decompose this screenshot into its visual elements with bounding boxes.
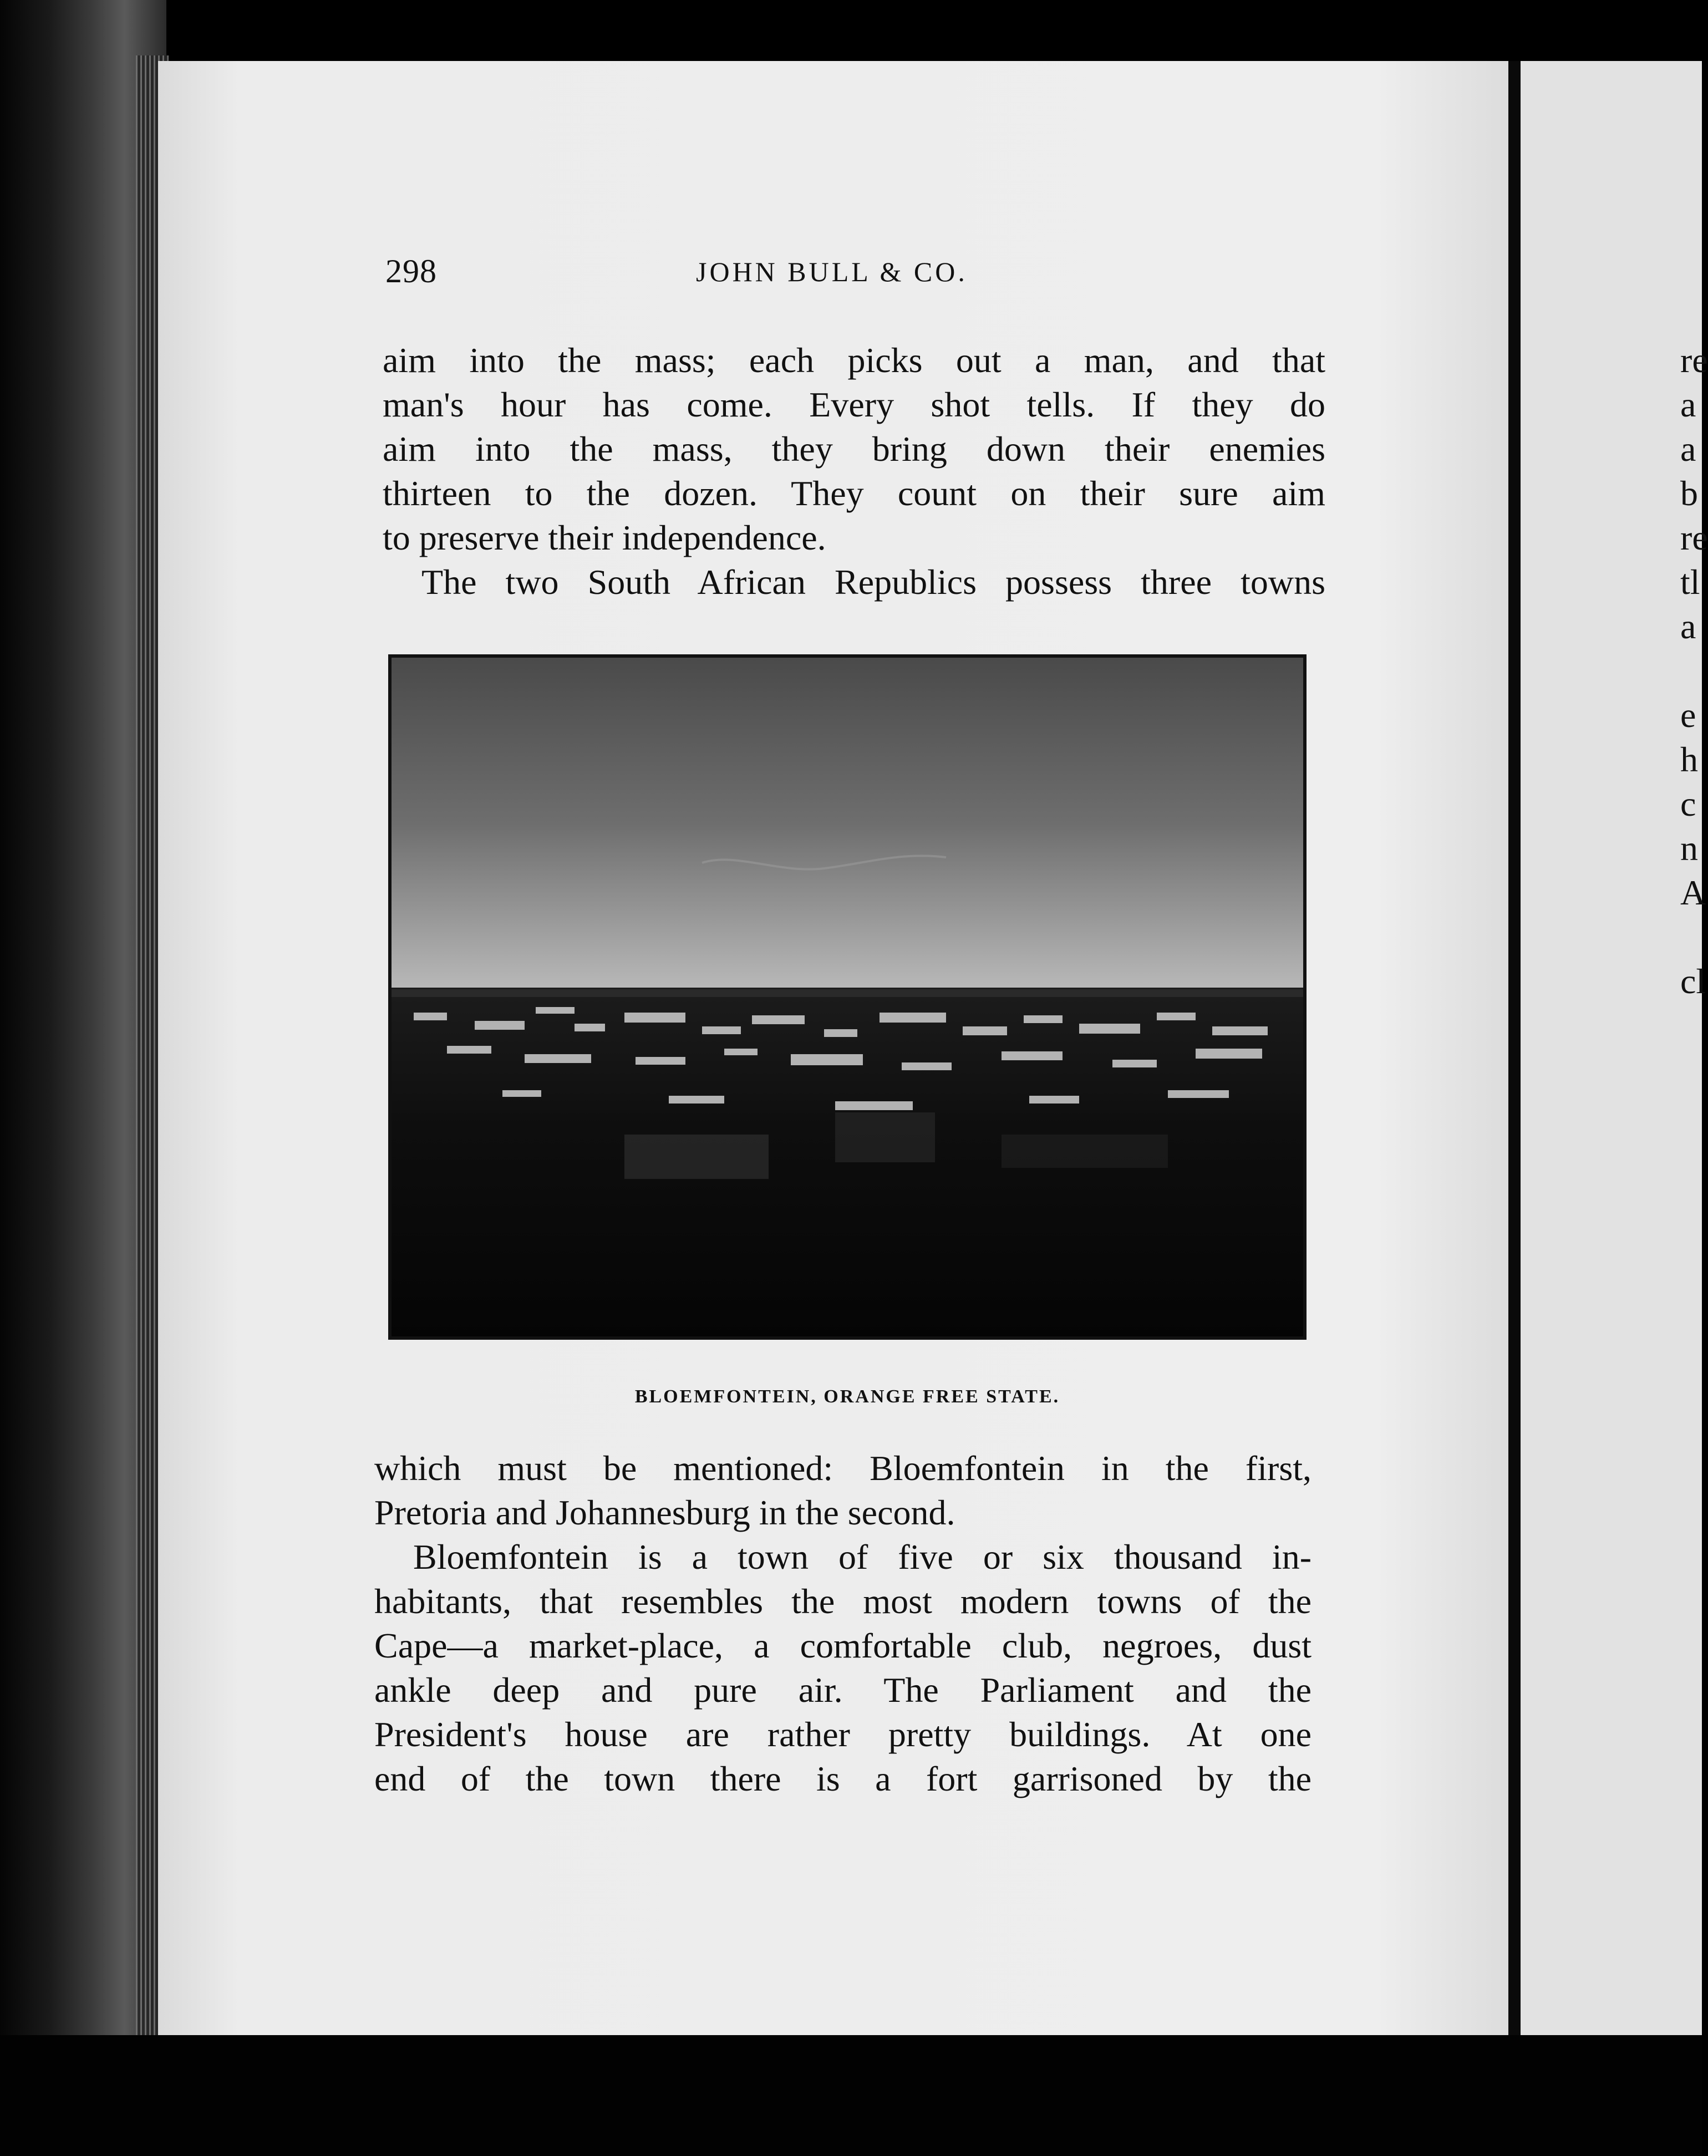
- facing-page-text: [1680, 338, 1708, 1004]
- facing-letter: cl: [1680, 962, 1706, 1001]
- photo-illustration: [392, 658, 1303, 1336]
- text-line: President's house are rather pretty buildings. At one: [374, 1715, 1312, 1754]
- facing-letter: h: [1680, 740, 1698, 779]
- facing-letter: a: [1680, 429, 1696, 469]
- text-line: aim into the mass; each picks out a man, and that: [383, 340, 1325, 380]
- facing-letter: n: [1680, 828, 1698, 868]
- text-line: Pretoria and Johannesburg in the second.: [374, 1493, 955, 1532]
- text-line: ankle deep and pure air. The Parliament and the: [374, 1670, 1312, 1710]
- text-line: man's hour has come. Every shot tells. If they do: [383, 385, 1325, 424]
- facing-letter: a: [1680, 607, 1696, 646]
- text-line: end of the town there is a fort garrisoned by the: [374, 1759, 1312, 1798]
- facing-letter: e: [1680, 695, 1696, 735]
- text-line: habitants, that resembles the most modern towns of the: [374, 1582, 1312, 1621]
- bloemfontein-photo: [388, 654, 1307, 1340]
- text-line: The two South African Republics possess three towns: [421, 562, 1325, 602]
- text-line: to preserve their independence.: [383, 518, 826, 557]
- page-gutter: [1508, 61, 1521, 2035]
- top-paragraph: [383, 338, 1325, 604]
- page-header: [385, 252, 1323, 297]
- facing-letter: re: [1680, 518, 1708, 557]
- text-line: which must be mentioned: Bloemfontein in the first,: [374, 1448, 1312, 1488]
- facing-letter: c: [1680, 784, 1696, 823]
- facing-letter: [1680, 649, 1702, 693]
- text-line: Bloemfontein is a town of five or six thousand in-: [413, 1537, 1312, 1577]
- facing-letter: re: [1680, 340, 1708, 380]
- scan-border: [0, 2035, 1702, 2156]
- running-head: JOHN BULL & CO.: [696, 256, 968, 287]
- facing-letter: A: [1680, 873, 1706, 912]
- text-line: aim into the mass, they bring down their enemies: [383, 429, 1325, 469]
- facing-page: [1521, 61, 1708, 2035]
- text-line: thirteen to the dozen. They count on their sure aim: [383, 474, 1325, 513]
- facing-letter: tl: [1680, 562, 1700, 602]
- facing-letter: a: [1680, 385, 1696, 424]
- page-number: 298: [385, 253, 437, 289]
- facing-letter: b: [1680, 474, 1698, 513]
- facing-letter: [1680, 915, 1702, 959]
- text-line: Cape—a market-place, a comfortable club, negroes, dust: [374, 1626, 1312, 1665]
- bottom-paragraph: [374, 1446, 1312, 1801]
- photo-caption: BLOEMFONTEIN, ORANGE FREE STATE.: [634, 1386, 1060, 1407]
